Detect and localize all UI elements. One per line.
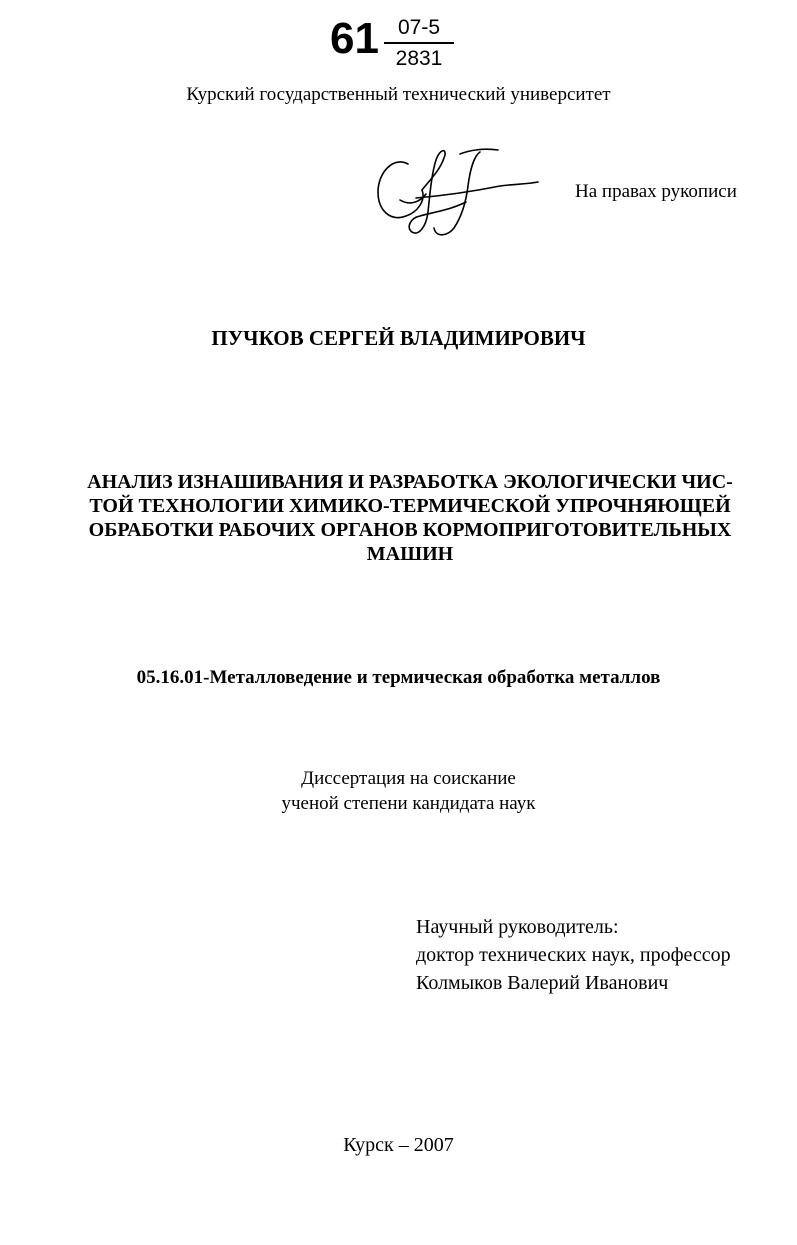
- dissertation-title: [60, 470, 760, 566]
- stamp-fraction-bar: [384, 42, 454, 44]
- stamp-number: 61: [330, 14, 379, 63]
- author-name: ПУЧКОВ СЕРГЕЙ ВЛАДИМИРОВИЧ: [211, 326, 586, 350]
- handwritten-signature: [370, 140, 545, 250]
- specialty-code: 05.16.01-Металловедение и термическая обработка металлов: [136, 667, 661, 688]
- supervisor-degree: доктор технических наук, профессор: [416, 944, 731, 966]
- title-line: АНАЛИЗ ИЗНАШИВАНИЯ И РАЗРАБОТКА ЭКОЛОГИЧЕСКИ ЧИС-: [87, 471, 733, 493]
- university-name: Курский государственный технический университет: [186, 84, 611, 105]
- title-line: МАШИН: [366, 543, 454, 565]
- stamp-fraction-bottom: 2831: [395, 47, 443, 70]
- supervisor-name: Колмыков Валерий Иванович: [416, 972, 669, 994]
- manuscript-rights-note: На правах рукописи: [575, 181, 737, 202]
- degree-statement: [0, 766, 797, 816]
- supervisor-heading: Научный руководитель:: [416, 916, 619, 938]
- title-line: ТОЙ ТЕХНОЛОГИИ ХИМИКО-ТЕРМИЧЕСКОЙ УПРОЧНЯЮЩЕЙ: [89, 495, 731, 517]
- supervisor-block: [416, 913, 731, 997]
- stamp-fraction-top: 07-5: [397, 16, 441, 39]
- title-line: ОБРАБОТКИ РАБОЧИХ ОРГАНОВ КОРМОПРИГОТОВИТЕЛЬНЫХ: [88, 519, 732, 541]
- city-year: Курск – 2007: [343, 1134, 454, 1156]
- degree-line: ученой степени кандидата наук: [281, 793, 536, 814]
- degree-line: Диссертация на соискание: [301, 768, 516, 789]
- stamp-fraction: [384, 16, 454, 71]
